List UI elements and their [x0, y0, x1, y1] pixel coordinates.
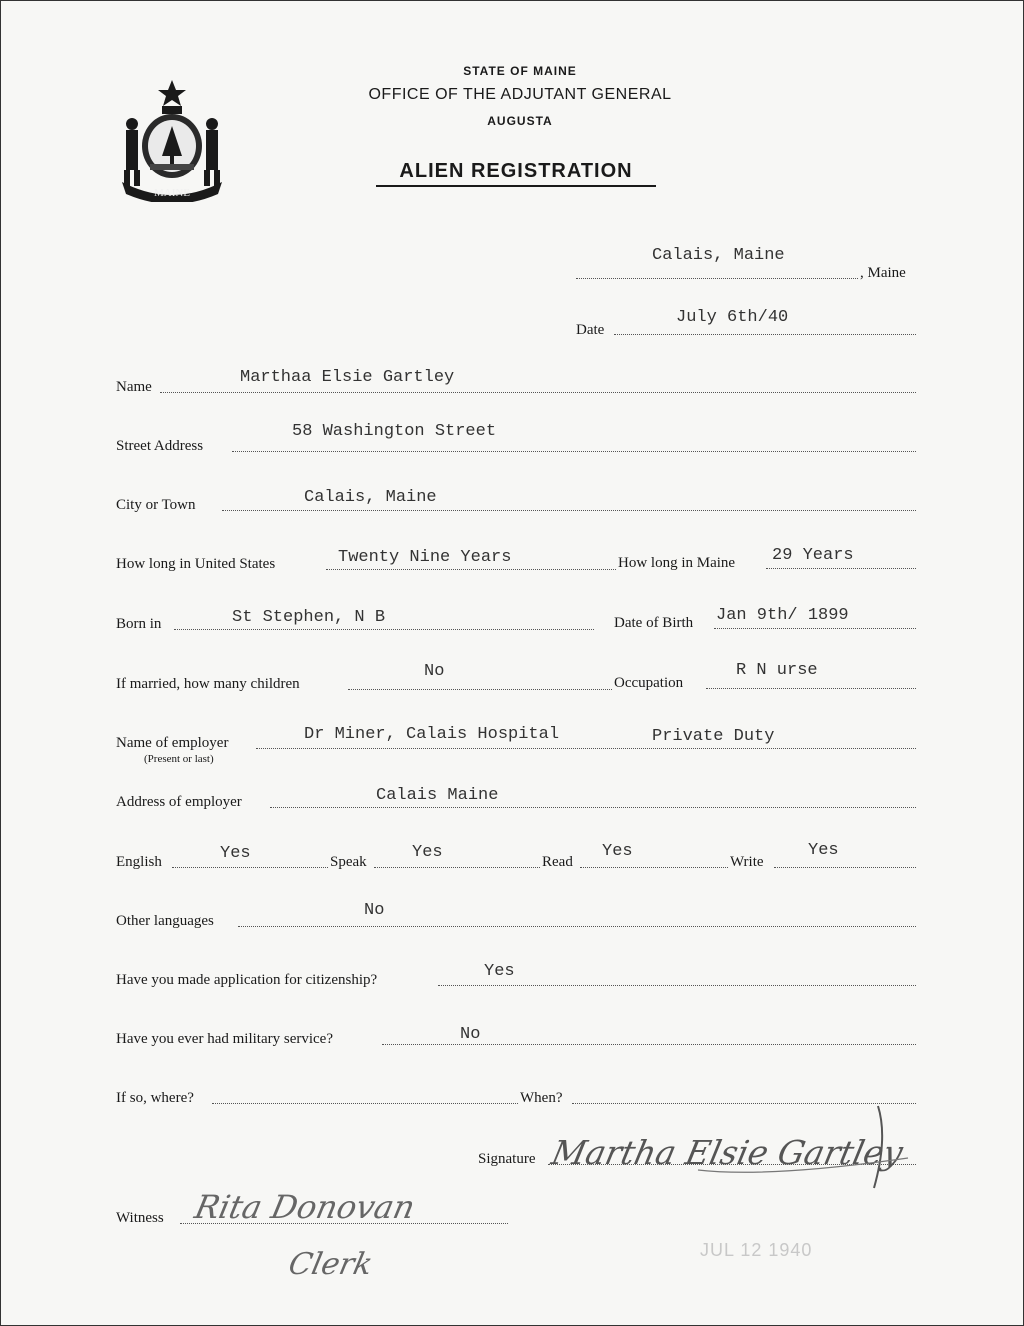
read-line — [580, 867, 728, 868]
date-line — [614, 334, 916, 335]
born-in-line — [174, 629, 594, 630]
street-line — [232, 451, 916, 452]
english-value: Yes — [220, 844, 251, 863]
street-label: Street Address — [116, 438, 204, 454]
occupation-label: Occupation — [614, 675, 684, 691]
english-line — [172, 867, 328, 868]
read-value: Yes — [602, 842, 633, 861]
speak-value: Yes — [412, 843, 443, 862]
speak-line — [374, 867, 540, 868]
born-in-value: St Stephen, N B — [232, 608, 386, 627]
employer-address-label: Address of employer — [116, 794, 242, 810]
date-label: Date — [576, 322, 605, 338]
employer-value: Dr Miner, Calais Hospital — [304, 725, 560, 744]
place-value: Calais, Maine — [652, 246, 785, 265]
years-us-value: Twenty Nine Years — [338, 548, 512, 567]
employer-address-line — [270, 807, 916, 808]
form-title: ALIEN REGISTRATION — [376, 160, 656, 187]
employer-line — [256, 748, 916, 749]
years-maine-label: How long in Maine — [618, 555, 736, 571]
children-line — [348, 689, 612, 690]
years-maine-line — [766, 568, 916, 569]
citizenship-value: Yes — [484, 962, 515, 981]
name-label: Name — [116, 379, 152, 395]
citizenship-label: Have you made application for citizenship? — [116, 972, 378, 988]
place-suffix: , Maine — [860, 265, 906, 281]
header-city: AUGUSTA — [487, 114, 553, 128]
employer-label: Name of employer — [116, 735, 229, 751]
occupation-value: R N urse — [736, 661, 818, 680]
witness-label: Witness — [116, 1210, 164, 1226]
dob-line — [714, 628, 916, 629]
children-label: If married, how many children — [116, 676, 300, 692]
place-line — [576, 278, 858, 279]
read-label: Read — [542, 854, 573, 870]
write-line — [774, 867, 916, 868]
citizenship-line — [438, 985, 916, 986]
other-languages-value: No — [364, 901, 385, 920]
occupation-line — [706, 688, 916, 689]
employer-address-value: Calais Maine — [376, 786, 499, 805]
speak-label: Speak — [330, 854, 367, 870]
witness-handwriting — [176, 1176, 496, 1296]
signature-handwriting — [548, 1098, 948, 1194]
when-label: When? — [520, 1090, 563, 1106]
maine-state-seal-icon — [118, 78, 226, 202]
name-value: Marthaa Elsie Gartley — [240, 368, 455, 387]
seal-text: MAINE — [153, 187, 191, 199]
other-languages-line — [238, 926, 916, 927]
english-label: English — [116, 854, 162, 870]
signature-label: Signature — [478, 1151, 536, 1167]
witness-title: Clerk — [285, 1247, 376, 1282]
children-value: No — [424, 662, 445, 681]
city-line — [222, 510, 916, 511]
where-line — [212, 1103, 518, 1104]
dob-label: Date of Birth — [614, 615, 694, 631]
witness-value: Rita Donovan — [191, 1188, 419, 1226]
years-maine-value: 29 Years — [772, 546, 854, 565]
where-label: If so, where? — [116, 1090, 194, 1106]
dob-value: Jan 9th/ 1899 — [716, 606, 849, 625]
born-in-label: Born in — [116, 616, 162, 632]
other-languages-label: Other languages — [116, 913, 214, 929]
employer-sublabel: (Present or last) — [144, 753, 214, 765]
header-office: OFFICE OF THE ADJUTANT GENERAL — [368, 86, 672, 103]
received-stamp: JUL 12 1940 — [700, 1240, 813, 1260]
years-us-line — [326, 569, 616, 570]
header-state: STATE OF MAINE — [463, 64, 577, 78]
military-value: No — [460, 1025, 481, 1044]
write-value: Yes — [808, 841, 839, 860]
write-label: Write — [730, 854, 764, 870]
military-line — [382, 1044, 916, 1045]
street-value: 58 Washington Street — [292, 422, 497, 441]
signature-value: Martha Elsie Gartley — [548, 1133, 907, 1172]
city-label: City or Town — [116, 497, 196, 513]
city-value: Calais, Maine — [304, 488, 437, 507]
years-us-label: How long in United States — [116, 556, 276, 572]
date-value: July 6th/40 — [676, 308, 789, 327]
military-label: Have you ever had military service? — [116, 1031, 333, 1047]
employer-value-2: Private Duty — [652, 727, 775, 746]
name-line — [160, 392, 916, 393]
